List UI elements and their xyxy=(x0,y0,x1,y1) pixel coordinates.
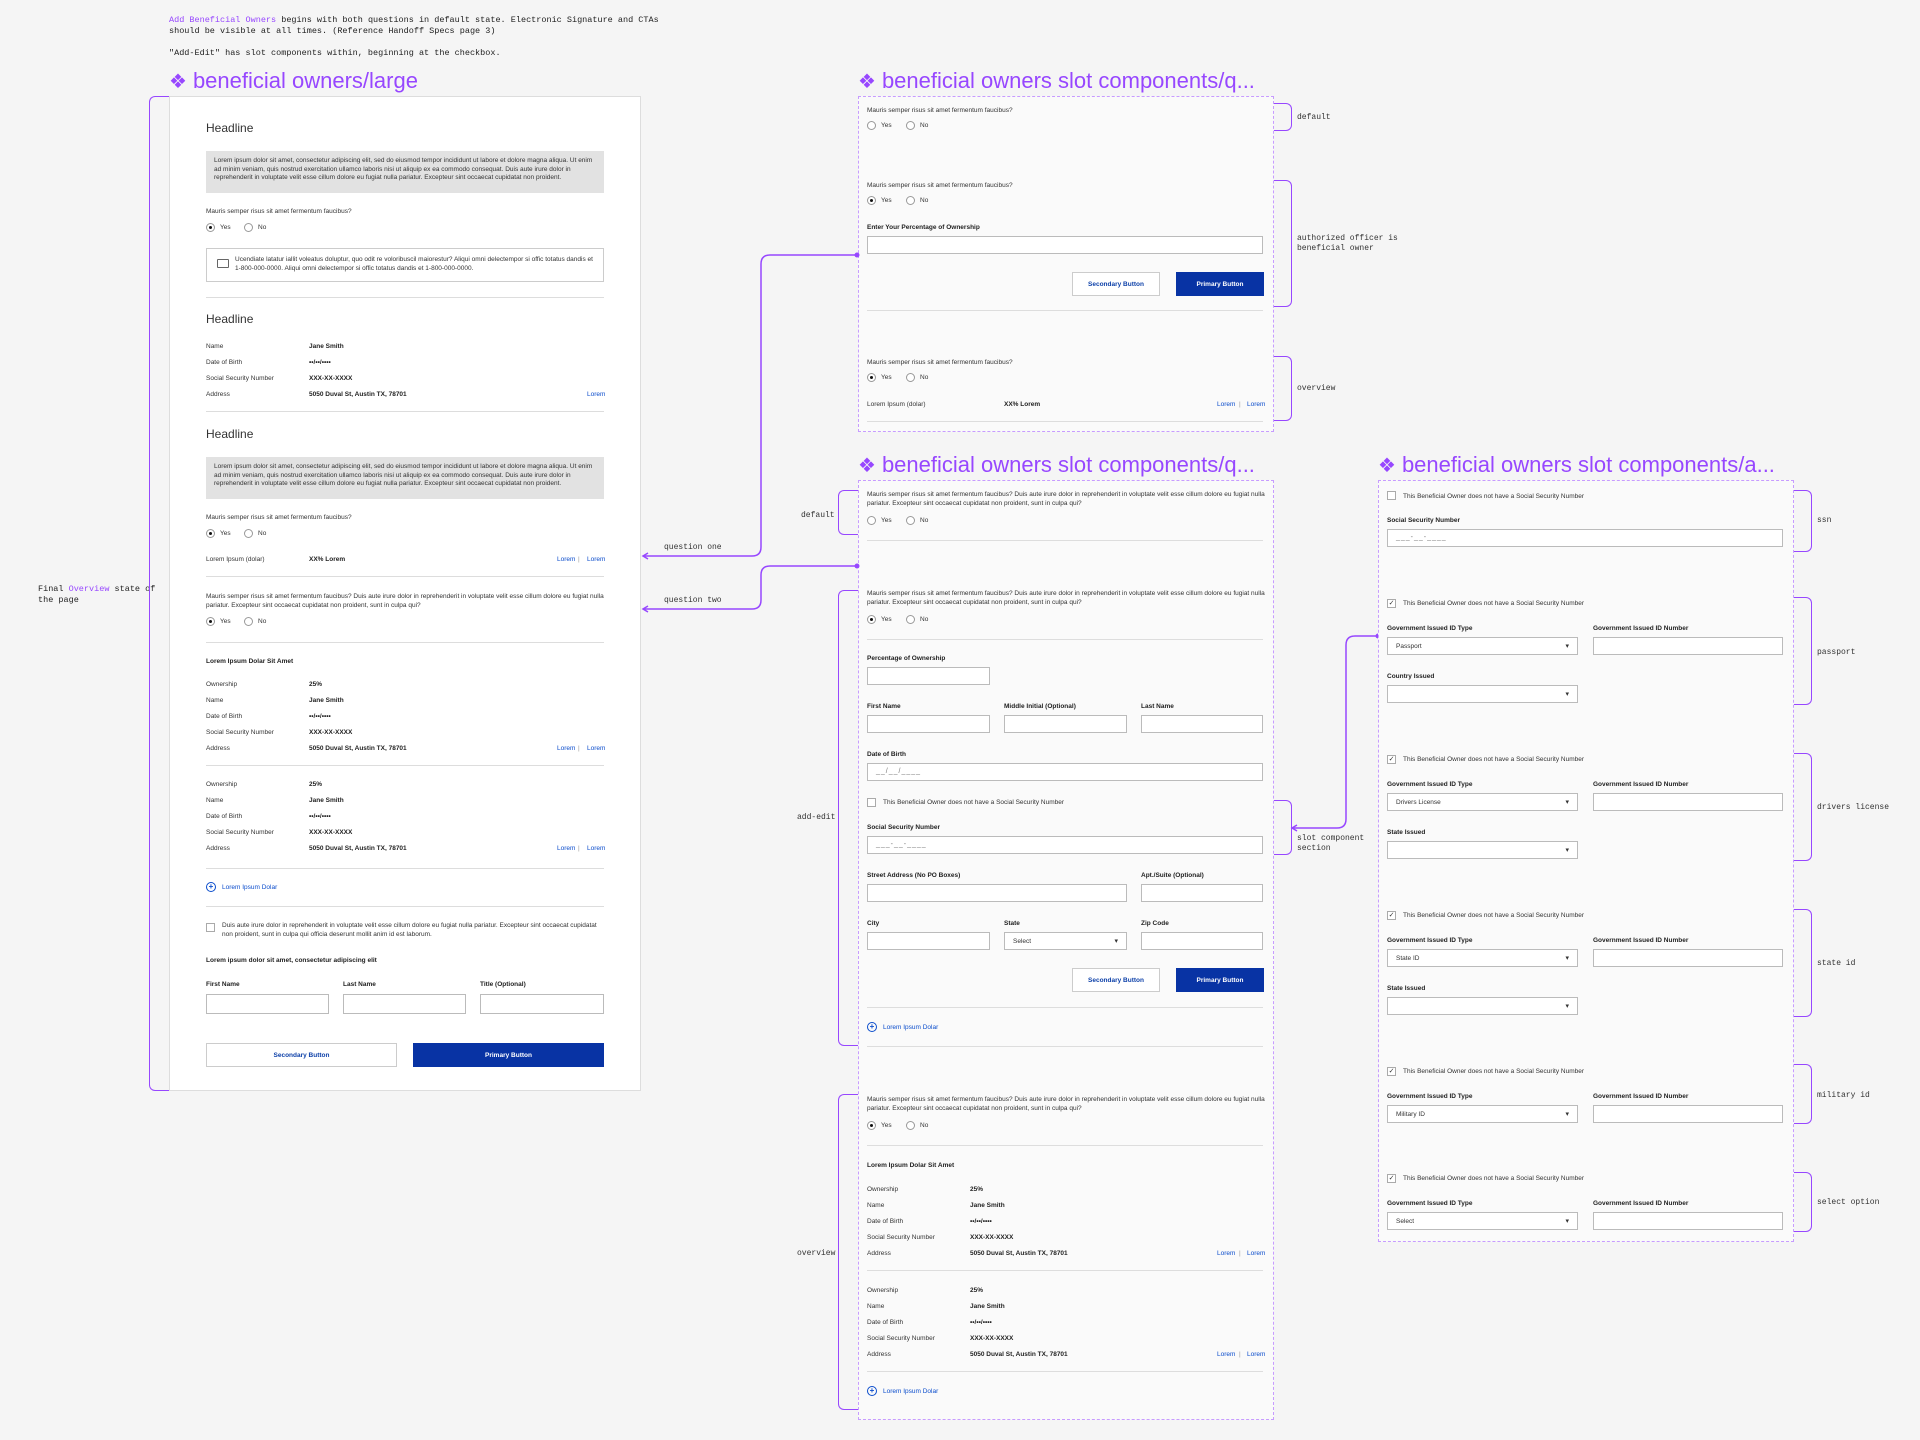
label-address: Address xyxy=(867,1351,891,1358)
connector-question-one xyxy=(643,255,858,556)
label-select-option: select option xyxy=(1817,1198,1880,1207)
label-address: Address xyxy=(867,1250,891,1257)
connector-slot xyxy=(1292,636,1378,828)
label-ownership: Ownership xyxy=(206,681,238,688)
first-label: First Name xyxy=(867,703,901,710)
value-ownership: 25% xyxy=(309,781,323,788)
side-pre: Final xyxy=(38,584,69,594)
caret-down-icon: ▾ xyxy=(1565,955,1569,962)
label-ssn: Social Security Number xyxy=(867,1335,935,1342)
question-long: Mauris semper risus sit amet fermentum faucibus? Duis aute irure dolor in reprehenderit in voluptate velit esse cillum dolore eu fugiat nulla pariatur. Excepteur sint occaecat cupidatat non proident, sunt in culpa qui? xyxy=(867,590,1265,606)
value-ownership: 25% xyxy=(970,1287,984,1294)
label-dob: Date of Birth xyxy=(867,1319,904,1326)
bracket xyxy=(1794,490,1812,552)
label-dob: Date of Birth xyxy=(206,713,243,720)
gov-num-label: Government Issued ID Number xyxy=(1593,937,1689,944)
component-icon: ❖ xyxy=(169,70,187,93)
caret-down-icon: ▾ xyxy=(1565,799,1569,806)
dob-placeholder: __/__/____ xyxy=(876,768,922,775)
gov-num-input[interactable] xyxy=(1593,1105,1783,1123)
edit-link[interactable]: Lorem xyxy=(587,391,606,398)
bracket xyxy=(1794,1172,1812,1232)
no-label: No xyxy=(920,1122,929,1129)
state-issued-label: State Issued xyxy=(1387,829,1426,836)
label-name: Name xyxy=(867,1303,885,1310)
signature-heading: Lorem ipsum dolor sit amet, consectetur adipiscing elit xyxy=(206,957,377,964)
street-label: Street Address (No PO Boxes) xyxy=(867,872,961,879)
label-address: Address xyxy=(206,845,230,852)
value-dob: ••/••/•••• xyxy=(970,1319,992,1326)
no-ssn-checkbox[interactable] xyxy=(1387,491,1396,500)
headline-1: Headline xyxy=(206,121,254,135)
edit-link[interactable]: Lorem xyxy=(557,745,576,752)
question-long: Mauris semper risus sit amet fermentum faucibus? Duis aute irure dolor in reprehenderit in voluptate velit esse cillum dolore eu fugiat nulla pariatur. Excepteur sint occaecat cupidatat non proident, sunt in culpa qui? xyxy=(206,593,604,609)
section-heading: Lorem Ipsum Dolar Sit Amet xyxy=(206,658,294,665)
section-heading: Lorem Ipsum Dolar Sit Amet xyxy=(867,1162,955,1169)
sep: | xyxy=(1239,401,1241,408)
value-name: Jane Smith xyxy=(309,343,344,350)
state-issued-select[interactable] xyxy=(1387,841,1578,859)
gov-num-input[interactable] xyxy=(1593,949,1783,967)
gov-num-input[interactable] xyxy=(1593,1212,1783,1230)
value-name: Jane Smith xyxy=(309,697,344,704)
note-line3: "Add-Edit" has slot components within, beginning at the checkbox. xyxy=(169,48,501,58)
gov-type-label: Government Issued ID Type xyxy=(1387,781,1473,788)
no-ssn-label: This Beneficial Owner does not have a Social Security Number xyxy=(1403,493,1585,500)
value-name: Jane Smith xyxy=(970,1303,1005,1310)
label-question-two: question two xyxy=(664,596,722,605)
no-ssn-label: This Beneficial Owner does not have a Social Security Number xyxy=(1403,600,1585,607)
remove-link[interactable]: Lorem xyxy=(1247,1250,1266,1257)
label-default: default xyxy=(1297,113,1331,122)
no-ssn-checkbox-checked[interactable]: ✓ xyxy=(1388,756,1395,763)
label-question-one: question one xyxy=(664,543,722,552)
apt-label: Apt./Suite (Optional) xyxy=(1141,872,1204,879)
note-line2: should be visible at all times. (Reference Handoff Specs page 3) xyxy=(169,26,496,36)
connector-arrows xyxy=(643,553,1297,831)
yes-label: Yes xyxy=(220,224,231,231)
question: Mauris semper risus sit amet fermentum faucibus? xyxy=(867,107,1013,114)
label-name: Name xyxy=(206,797,224,804)
title-q1-text: beneficial owners slot components/q... xyxy=(881,68,1255,93)
gov-type-label: Government Issued ID Type xyxy=(1387,625,1473,632)
connector-dot xyxy=(855,253,860,258)
no-label: No xyxy=(920,197,929,204)
edit-link[interactable]: Lorem xyxy=(557,845,576,852)
value-ownership: 25% xyxy=(309,681,323,688)
ownership-value: XX% Lorem xyxy=(309,556,346,563)
select-value: Select xyxy=(1396,1218,1415,1225)
select-value: Military ID xyxy=(1396,1111,1425,1118)
bracket xyxy=(1794,909,1812,1017)
label-overview-2: overview xyxy=(797,1249,836,1258)
no-ssn-label: This Beneficial Owner does not have a Social Security Number xyxy=(1403,912,1585,919)
add-owner-link[interactable]: Lorem Ipsum Dolar xyxy=(883,1024,939,1031)
sep: | xyxy=(1239,1250,1241,1257)
remove-link[interactable]: Lorem xyxy=(1247,401,1266,408)
no-label: No xyxy=(258,618,267,625)
value-dob: ••/••/•••• xyxy=(309,713,331,720)
secondary-button[interactable]: Secondary Button xyxy=(1072,968,1160,992)
caret-down-icon: ▾ xyxy=(1565,847,1569,854)
headline-2: Headline xyxy=(206,312,254,326)
state-label: State xyxy=(1004,920,1020,927)
ssn-placeholder: ___-__-____ xyxy=(876,841,927,848)
label-add-edit: add-edit xyxy=(797,813,836,822)
ssn-label: Social Security Number xyxy=(1387,517,1460,524)
lorem-para-2: Lorem ipsum dolor sit amet, consectetur adipiscing elit, sed do eiusmod tempor incididunt ut labore et dolore magna aliqua. Ut enim ad minim veniam, quis nostrud exercitation ullamco laboris nisi ut aliquip ex ea commodo consequat. Duis aute irure dolor in reprehenderit in voluptate velit esse cillum dolore eu fugiat nulla pariatur. Excepteur sint occaecat cupidatat non proident. xyxy=(214,463,593,487)
state-issued-label: State Issued xyxy=(1387,985,1426,992)
label-ssn: Social Security Number xyxy=(206,729,274,736)
sep: | xyxy=(578,845,580,852)
remove-link[interactable]: Lorem xyxy=(587,845,606,852)
gov-num-label: Government Issued ID Number xyxy=(1593,625,1689,632)
value-ssn: XXX-XX-XXXX xyxy=(309,375,353,382)
label-ssn: Social Security Number xyxy=(867,1234,935,1241)
value-address: 5050 Duval St, Austin TX, 78701 xyxy=(309,391,407,398)
add-icon[interactable]: + xyxy=(206,882,216,892)
title-q2-text: beneficial owners slot components/q... xyxy=(881,452,1255,477)
question-long: Mauris semper risus sit amet fermentum faucibus? Duis aute irure dolor in reprehenderit in voluptate velit esse cillum dolore eu fugiat nulla pariatur. Excepteur sint occaecat cupidatat non proident, sunt in culpa qui? xyxy=(867,1096,1265,1112)
edit-link[interactable]: Lorem xyxy=(1217,1250,1236,1257)
caret-down-icon: ▾ xyxy=(1114,938,1118,945)
gov-type-select[interactable] xyxy=(1387,1105,1578,1123)
country-select[interactable] xyxy=(1387,685,1578,703)
ownership-label: Lorem Ipsum (dolar) xyxy=(867,401,926,408)
select-value: Passport xyxy=(1396,643,1422,650)
value-address: 5050 Duval St, Austin TX, 78701 xyxy=(309,745,407,752)
component-icon: ❖ xyxy=(1378,454,1396,477)
no-label: No xyxy=(258,530,267,537)
gov-num-label: Government Issued ID Number xyxy=(1593,1093,1689,1100)
city-label: City xyxy=(867,920,880,927)
sep: | xyxy=(578,745,580,752)
add-owner-link[interactable]: Lorem Ipsum Dolar xyxy=(883,1388,939,1395)
label-ownership: Ownership xyxy=(206,781,238,788)
label-address: Address xyxy=(206,391,230,398)
first-name-label: First Name xyxy=(206,981,240,988)
caret-down-icon: ▾ xyxy=(1565,691,1569,698)
value-name: Jane Smith xyxy=(309,797,344,804)
connector-dot xyxy=(855,564,860,569)
primary-button[interactable]: Primary Button xyxy=(1176,968,1264,992)
last-name-label: Last Name xyxy=(343,981,376,988)
ssn-label: Social Security Number xyxy=(867,824,940,831)
gov-type-label: Government Issued ID Type xyxy=(1387,1093,1473,1100)
yes-label: Yes xyxy=(881,122,892,129)
no-ssn-label: This Beneficial Owner does not have a Social Security Number xyxy=(1403,1068,1585,1075)
sep: | xyxy=(578,556,580,563)
label-ssn: ssn xyxy=(1817,516,1832,525)
question-1: Mauris semper risus sit amet fermentum faucibus? xyxy=(206,208,352,215)
value-dob: ••/••/•••• xyxy=(309,813,331,820)
secondary-button[interactable]: Secondary Button xyxy=(206,1043,397,1067)
agree-text: Duis aute irure dolor in reprehenderit in voluptate velit esse cillum dolore eu fugiat nulla pariatur. Excepteur sint occaecat cupidatat non proident, sunt in culpa qui officia deserunt mollit anim id est laborum. xyxy=(222,922,597,938)
value-address: 5050 Duval St, Austin TX, 78701 xyxy=(970,1250,1068,1257)
bracket xyxy=(1794,597,1812,705)
ownership-value: XX% Lorem xyxy=(1004,401,1041,408)
question: Mauris semper risus sit amet fermentum faucibus? xyxy=(867,182,1013,189)
headline-3: Headline xyxy=(206,427,254,441)
question: Mauris semper risus sit amet fermentum faucibus? xyxy=(867,359,1013,366)
last-label: Last Name xyxy=(1141,703,1174,710)
caret-down-icon: ▾ xyxy=(1565,643,1569,650)
value-address: 5050 Duval St, Austin TX, 78701 xyxy=(970,1351,1068,1358)
sep: | xyxy=(1239,1351,1241,1358)
no-label: No xyxy=(258,224,267,231)
label-passport: passport xyxy=(1817,648,1856,657)
no-ssn-checkbox-checked[interactable]: ✓ xyxy=(1388,1068,1395,1075)
label-default-2: default xyxy=(801,511,835,520)
add-icon[interactable]: + xyxy=(867,1386,877,1396)
label-ownership: Ownership xyxy=(867,1186,899,1193)
gov-type-label: Government Issued ID Type xyxy=(1387,937,1473,944)
middle-label: Middle Initial (Optional) xyxy=(1004,703,1076,710)
edit-link[interactable]: Lorem xyxy=(1217,1351,1236,1358)
yes-label: Yes xyxy=(881,374,892,381)
label-name: Name xyxy=(206,697,224,704)
label-dob: Date of Birth xyxy=(206,359,243,366)
label-dob: Date of Birth xyxy=(206,813,243,820)
no-label: No xyxy=(920,517,929,524)
no-ssn-checkbox-checked[interactable]: ✓ xyxy=(1388,912,1395,919)
label-name: Name xyxy=(867,1202,885,1209)
no-label: No xyxy=(920,616,929,623)
gov-num-label: Government Issued ID Number xyxy=(1593,1200,1689,1207)
no-label: No xyxy=(920,122,929,129)
caret-down-icon: ▾ xyxy=(1565,1218,1569,1225)
yes-label: Yes xyxy=(881,616,892,623)
value-ssn: XXX-XX-XXXX xyxy=(309,829,353,836)
label-ssn: Social Security Number xyxy=(206,375,274,382)
edit-link[interactable]: Lorem xyxy=(1217,401,1236,408)
gov-type-select[interactable] xyxy=(1387,637,1578,655)
pct-label: Percentage of Ownership xyxy=(867,655,946,662)
bracket xyxy=(1794,753,1812,861)
label-ownership: Ownership xyxy=(867,1287,899,1294)
caret-down-icon: ▾ xyxy=(1565,1003,1569,1010)
no-ssn-checkbox-checked[interactable]: ✓ xyxy=(1388,1175,1395,1182)
label-drivers-license: drivers license xyxy=(1817,803,1890,812)
label-name: Name xyxy=(206,343,224,350)
value-dob: ••/••/•••• xyxy=(970,1218,992,1225)
value-name: Jane Smith xyxy=(970,1202,1005,1209)
question-2: Mauris semper risus sit amet fermentum faucibus? xyxy=(206,514,352,521)
primary-button[interactable]: Primary Button xyxy=(413,1043,604,1067)
gov-num-input[interactable] xyxy=(1593,793,1783,811)
label-military-id: military id xyxy=(1817,1091,1870,1100)
state-value: Select xyxy=(1013,938,1032,945)
title-a-text: beneficial owners slot components/a... xyxy=(1401,452,1775,477)
zip-label: Zip Code xyxy=(1141,920,1169,927)
question-long: Mauris semper risus sit amet fermentum faucibus? Duis aute irure dolor in reprehenderit in voluptate velit esse cillum dolore eu fugiat nulla pariatur. Excepteur sint occaecat cupidatat non proident, sunt in culpa qui? xyxy=(867,491,1265,507)
yes-label: Yes xyxy=(220,618,231,625)
select-value: State ID xyxy=(1396,955,1420,962)
secondary-button[interactable]: Secondary Button xyxy=(1072,272,1160,296)
yes-label: Yes xyxy=(881,197,892,204)
select-value: Drivers License xyxy=(1396,799,1441,806)
value-ownership: 25% xyxy=(970,1186,984,1193)
remove-link[interactable]: Lorem xyxy=(587,556,606,563)
slot-a-frame xyxy=(1378,480,1794,1242)
value-ssn: XXX-XX-XXXX xyxy=(309,729,353,736)
yes-label: Yes xyxy=(881,517,892,524)
info-text: Ucendiate latatur iallit voleatus doluptur, quo odit re voloribuscil maiorestur? Aliqui omni delectempor si offic totatus dandis et 1-800-000-0000. Aliqui omni delectempor si offic totatus dandis et 1-800-000-0000. xyxy=(235,256,593,272)
label-dob: Date of Birth xyxy=(867,1218,904,1225)
dob-label: Date of Birth xyxy=(867,751,906,758)
value-ssn: XXX-XX-XXXX xyxy=(970,1335,1014,1342)
ssn-input[interactable] xyxy=(1387,529,1783,547)
state-issued-select[interactable] xyxy=(1387,997,1578,1015)
gov-type-select[interactable] xyxy=(1387,1212,1578,1230)
label-state-id: state id xyxy=(1817,959,1856,968)
side-post: state of xyxy=(109,584,156,594)
no-ssn-label: This Beneficial Owner does not have a Social Security Number xyxy=(1403,756,1585,763)
no-ssn-label: This Beneficial Owner does not have a Social Security Number xyxy=(1403,1175,1585,1182)
edit-link[interactable]: Lorem xyxy=(557,556,576,563)
note-line1: begins with both questions in default state. Electronic Signature and CTAs xyxy=(276,15,659,25)
add-owner-link[interactable]: Lorem Ipsum Dolar xyxy=(222,884,278,891)
bracket xyxy=(1794,1064,1812,1124)
pct-label: Enter Your Percentage of Ownership xyxy=(867,224,980,231)
country-label: Country Issued xyxy=(1387,673,1435,680)
side-hl: Overview xyxy=(68,584,110,594)
yes-label: Yes xyxy=(220,530,231,537)
caret-down-icon: ▾ xyxy=(1565,1111,1569,1118)
yes-label: Yes xyxy=(881,1122,892,1129)
component-icon: ❖ xyxy=(858,454,876,477)
value-address: 5050 Duval St, Austin TX, 78701 xyxy=(309,845,407,852)
ownership-label: Lorem Ipsum (dolar) xyxy=(206,556,265,563)
no-ssn-checkbox-checked[interactable]: ✓ xyxy=(1388,600,1395,607)
primary-button[interactable]: Primary Button xyxy=(1176,272,1264,296)
title-large-text: beneficial owners/large xyxy=(192,68,418,93)
gov-num-label: Government Issued ID Number xyxy=(1593,781,1689,788)
lorem-para-1: Lorem ipsum dolor sit amet, consectetur adipiscing elit, sed do eiusmod tempor incididunt ut labore et dolore magna aliqua. Ut enim ad minim veniam, quis nostrud exercitation ullamco laboris nisi ut aliquip ex ea commodo consequat. Duis aute irure dolor in reprehenderit in voluptate velit esse cillum dolore eu fugiat nulla pariatur. Excepteur sint occaecat cupidatat non proident. xyxy=(214,157,593,181)
add-icon[interactable]: + xyxy=(867,1022,877,1032)
component-icon: ❖ xyxy=(858,70,876,93)
gov-type-label: Government Issued ID Type xyxy=(1387,1200,1473,1207)
gov-num-input[interactable] xyxy=(1593,637,1783,655)
title-label: Title (Optional) xyxy=(480,981,526,988)
value-dob: ••/••/•••• xyxy=(309,359,331,366)
label-auth-officer: authorized officer is beneficial owner xyxy=(1297,234,1398,253)
side-line2: the page xyxy=(38,595,79,605)
label-ssn: Social Security Number xyxy=(206,829,274,836)
no-ssn-label: This Beneficial Owner does not have a Social Security Number xyxy=(883,799,1065,806)
remove-link[interactable]: Lorem xyxy=(1247,1351,1266,1358)
no-label: No xyxy=(920,374,929,381)
gov-type-select[interactable] xyxy=(1387,949,1578,967)
remove-link[interactable]: Lorem xyxy=(587,745,606,752)
label-overview: overview xyxy=(1297,384,1336,393)
note-link[interactable]: Add Beneficial Owners xyxy=(169,15,277,25)
label-address: Address xyxy=(206,745,230,752)
ssn-placeholder: ___-__-____ xyxy=(1396,534,1447,541)
gov-type-select[interactable] xyxy=(1387,793,1578,811)
value-ssn: XXX-XX-XXXX xyxy=(970,1234,1014,1241)
label-slot-section: slot component section xyxy=(1297,834,1365,853)
